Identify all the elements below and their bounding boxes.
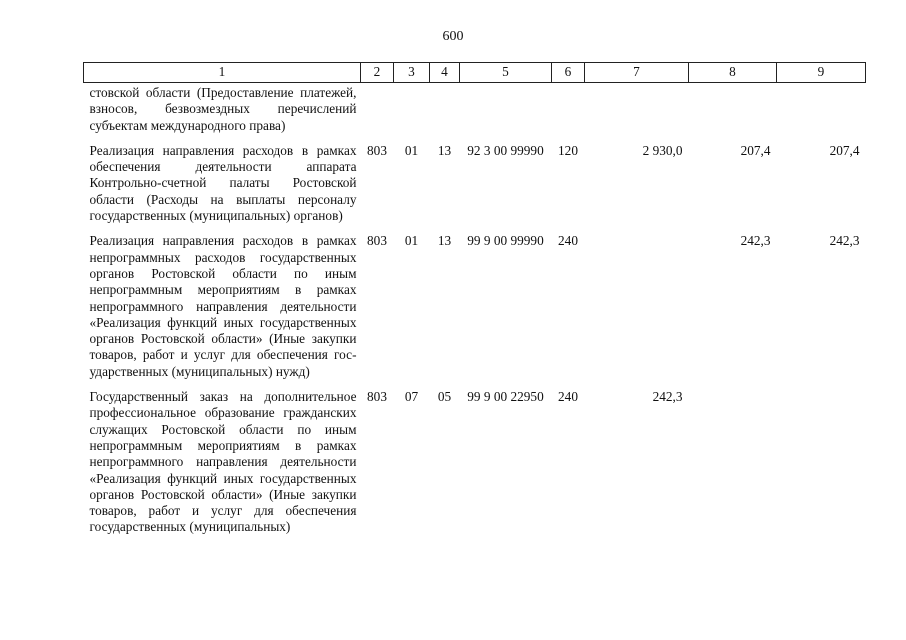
cell-section: 01 [404, 142, 419, 158]
cell-expense-type: 240 [558, 233, 578, 249]
column-header: 2 [361, 63, 394, 83]
column-header: 3 [394, 63, 430, 83]
header-row [84, 63, 866, 83]
cell-target-article [460, 83, 552, 138]
budget-table [83, 62, 866, 540]
row-description: Реализация направления расходов в рамках обеспечения деятельности аппарата Контрольно-счетной палаты Ростовской области (Расходы на выплаты персоналу государственных (муниципальных) органов) [89, 142, 357, 224]
cell-section: 07 [404, 389, 419, 405]
page-number: 600 [442, 29, 464, 44]
cell-subsection: 13 [437, 233, 452, 249]
cell-amount-2: 207,4 [740, 142, 771, 158]
column-header: 5 [460, 63, 552, 83]
column-header: 4 [430, 63, 460, 83]
cell-amount-3 [777, 384, 866, 540]
cell-section: 01 [404, 233, 419, 249]
cell-admin-code: 803 [367, 389, 387, 405]
table-row [84, 138, 866, 228]
cell-section [394, 83, 430, 138]
cell-amount-2 [689, 83, 777, 138]
cell-target-article: 99 9 00 99990 [467, 233, 544, 249]
column-header: 8 [689, 63, 777, 83]
cell-target-article: 92 3 00 99990 [467, 142, 544, 158]
row-description: стовской области (Предоставление платежей, взносов, безвозмездных перечислений субъектам международного права) [89, 85, 357, 133]
cell-subsection [430, 83, 460, 138]
cell-amount-1 [585, 83, 689, 138]
column-header: 7 [585, 63, 689, 83]
cell-admin-code: 803 [367, 142, 387, 158]
cell-admin-code: 803 [367, 233, 387, 249]
cell-expense-type [552, 83, 585, 138]
cell-amount-3: 242,3 [829, 233, 860, 249]
cell-amount-3 [777, 83, 866, 138]
cell-amount-1: 242,3 [652, 389, 683, 405]
cell-expense-type: 240 [558, 389, 578, 405]
cell-amount-2: 242,3 [740, 233, 771, 249]
column-header: 9 [777, 63, 866, 83]
table-row [84, 384, 866, 540]
cell-subsection: 13 [437, 142, 452, 158]
cell-amount-1 [585, 228, 689, 384]
cell-admin-code [361, 83, 394, 138]
cell-expense-type: 120 [558, 142, 578, 158]
cell-target-article: 99 9 00 22950 [467, 389, 544, 405]
table-row [84, 228, 866, 384]
column-header: 6 [552, 63, 585, 83]
cell-amount-2 [689, 384, 777, 540]
column-header: 1 [84, 63, 361, 83]
cell-subsection: 05 [437, 389, 452, 405]
table-row [84, 83, 866, 138]
cell-amount-3: 207,4 [829, 142, 860, 158]
cell-amount-1: 2 930,0 [642, 142, 683, 158]
row-description: Реализация направления расходов в рамках непрограммных расходов государственных органов Ростовской области по иным непрограммным мероприятиям в рамках непрограммного направления деятельности «Реализация функций иных государственных органов Ростовской области» (Иные закупки товаров, работ и услуг для обеспечения государственных (муниципальных) нужд) [89, 233, 357, 379]
row-description: Государственный заказ на дополнительное профессиональное образование гражданских служащих Ростовской области по иным непрограммным мероприятиям в рамках непрограммного направления деятельности «Реализация функций иных государственных органов Ростовской области» (Иные закупки товаров, работ и услуг для обеспечения государственных (муниципальных) [89, 389, 357, 535]
